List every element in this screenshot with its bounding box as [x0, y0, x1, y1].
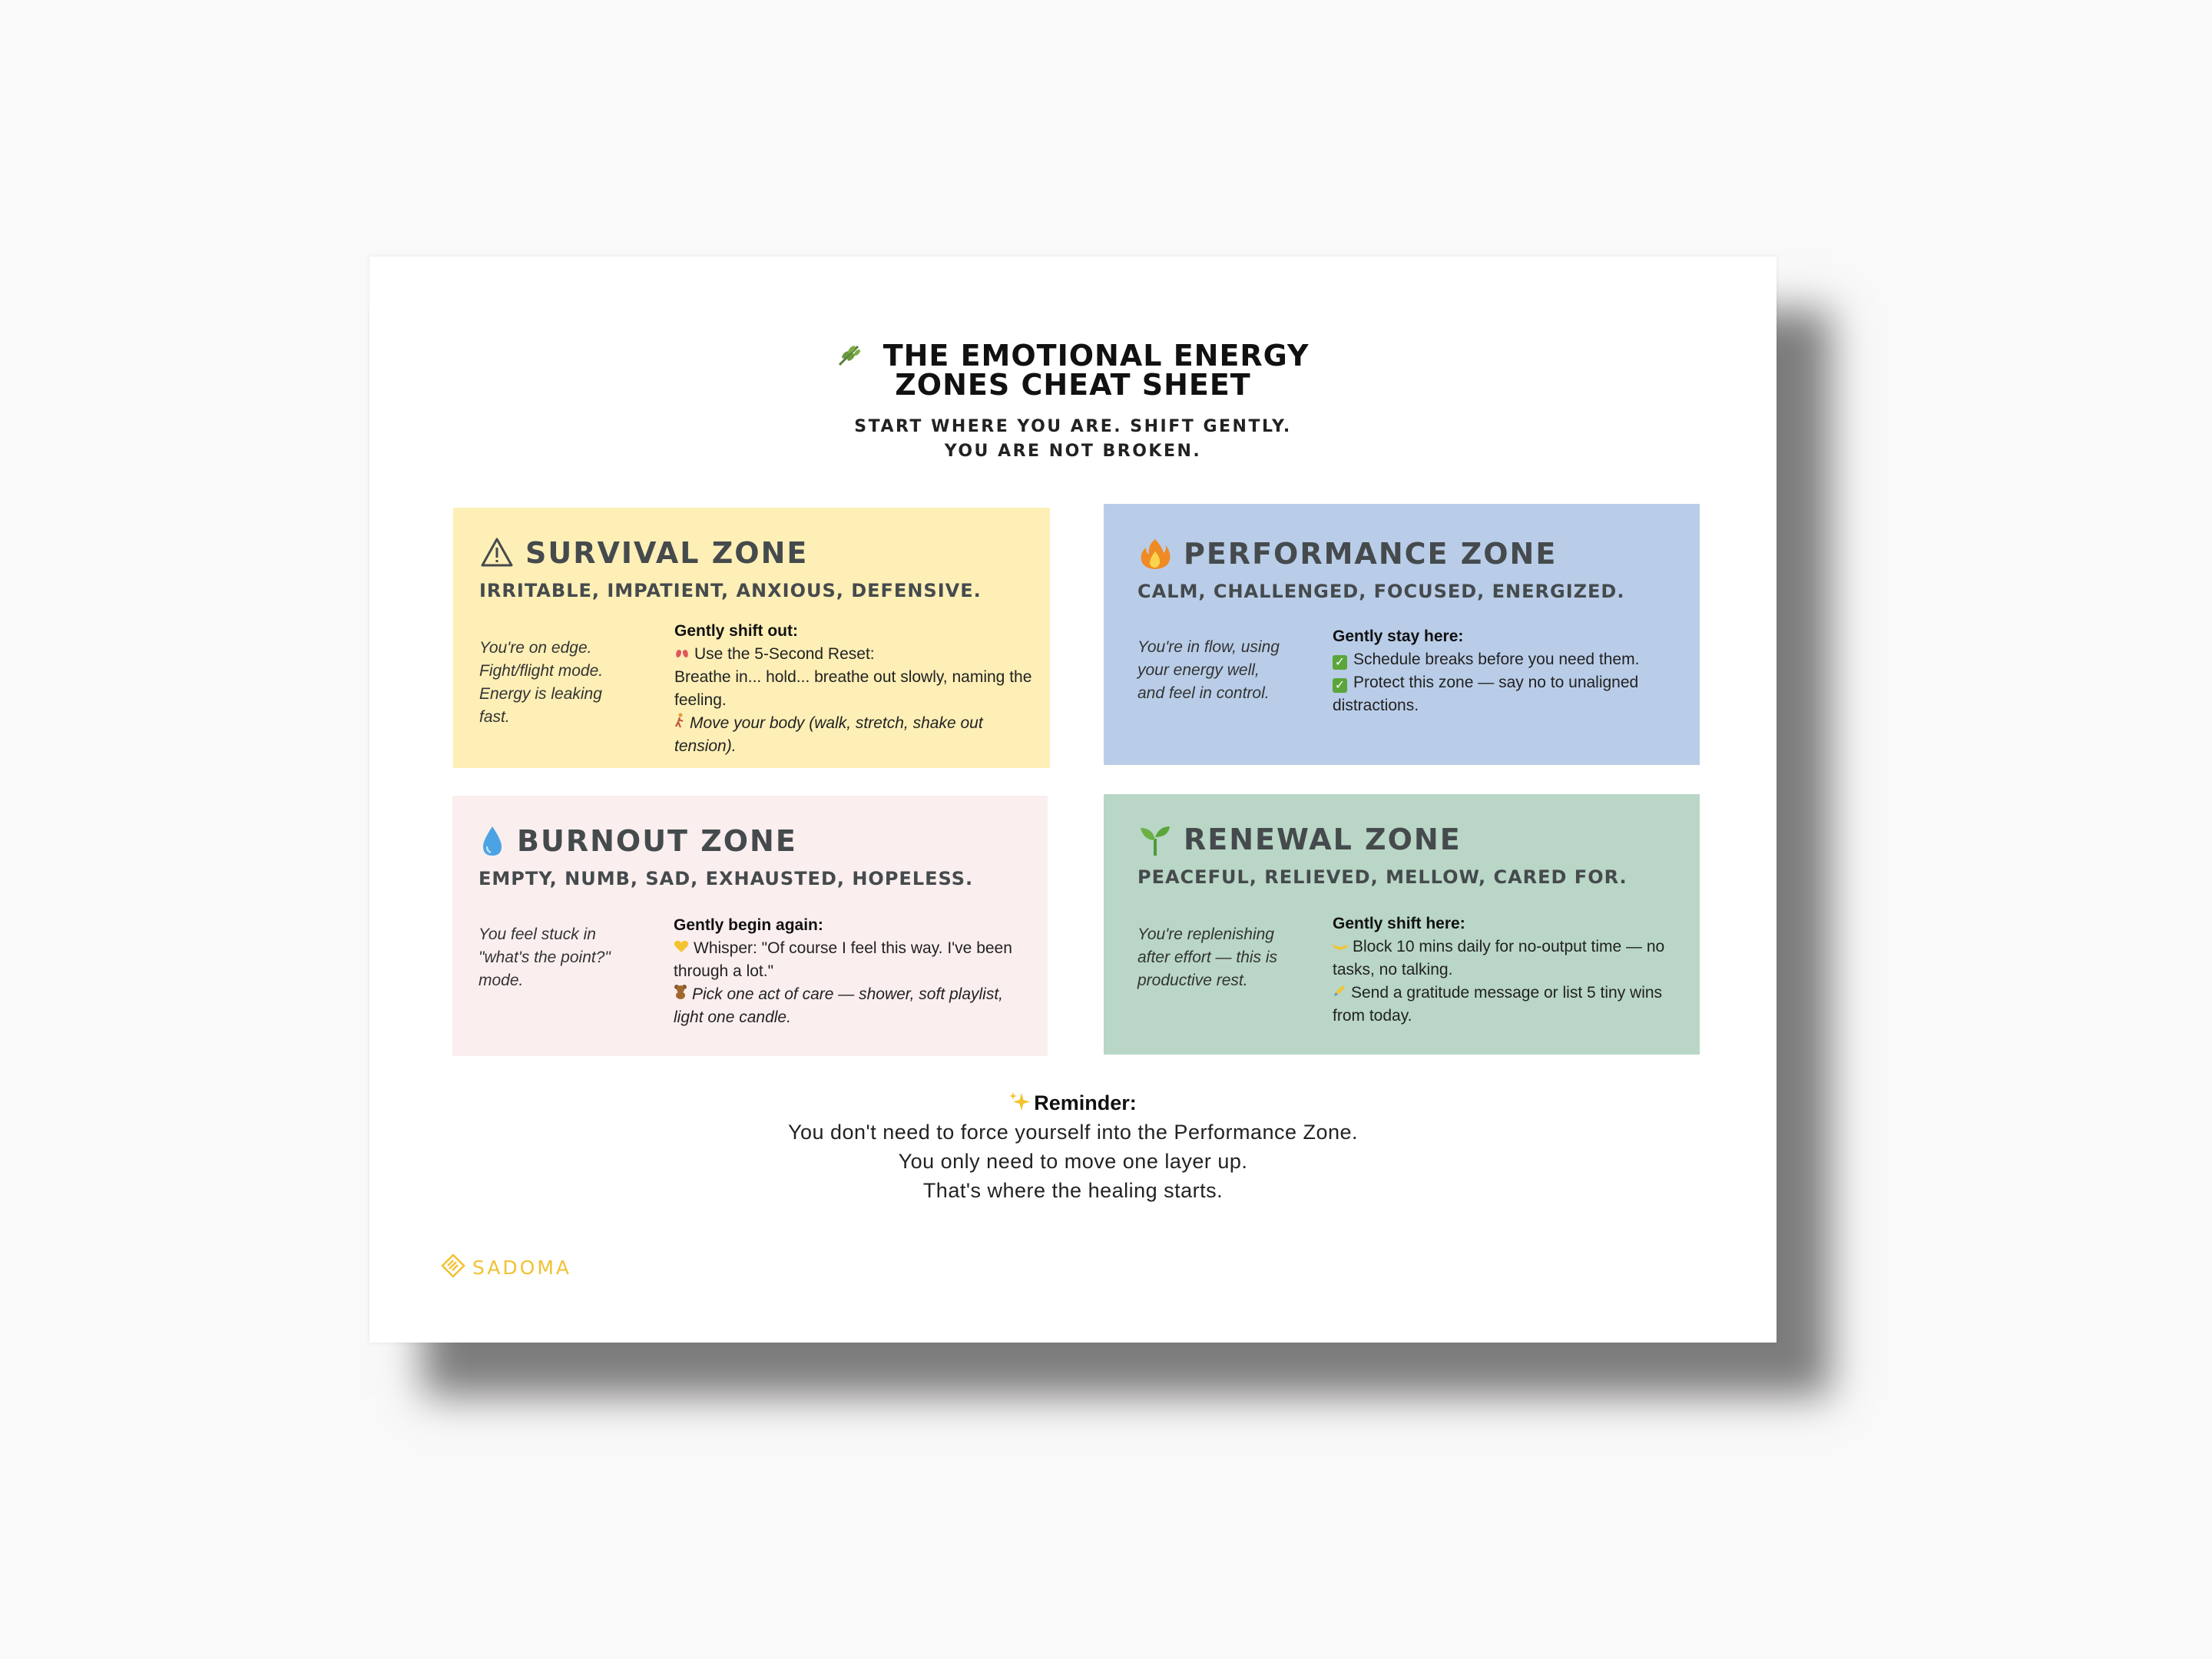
- sprig-icon: [836, 339, 873, 373]
- tips-heading: Gently stay here:: [1333, 628, 1464, 645]
- cheat-sheet-page: [369, 257, 1777, 1343]
- state-line: You feel stuck in: [478, 926, 596, 943]
- checkmark-icon: ✓: [1333, 655, 1347, 670]
- tip-text: Move your body (walk, stretch, shake out tension).: [674, 714, 983, 755]
- tip-text: Use the 5-Second Reset:: [694, 645, 875, 663]
- tip-text: Send a gratitude message or list 5 tiny wins from today.: [1333, 984, 1663, 1025]
- tip-text: Schedule breaks before you need them.: [1353, 651, 1640, 668]
- tip-item: [1333, 671, 1684, 717]
- state-line: productive rest.: [1137, 972, 1248, 989]
- performance-zone-title: PERFORMANCE ZONE: [1184, 537, 1558, 571]
- state-line: your energy well,: [1137, 661, 1260, 679]
- pencil-icon: [1333, 982, 1346, 1005]
- droplet-icon: [478, 823, 506, 859]
- subtitle-line-2: YOU ARE NOT BROKEN.: [944, 442, 1202, 461]
- reminder-line: You only need to move one layer up.: [898, 1150, 1248, 1173]
- tip-text: Pick one act of care — shower, soft playlist, light one candle.: [674, 985, 1004, 1026]
- seedling-icon: [1137, 822, 1173, 857]
- reminder-line: You don't need to force yourself into the Performance Zone.: [787, 1121, 1359, 1144]
- tip-item: [1333, 935, 1684, 982]
- state-line: You're in flow, using: [1137, 638, 1280, 656]
- tip-text: Whisper: "Of course I feel this way. I've been through a lot.": [674, 939, 1012, 980]
- title-line-1: THE EMOTIONAL ENERGY: [882, 339, 1310, 373]
- diamond-logo-icon: [440, 1253, 466, 1283]
- tip-item: [1333, 648, 1684, 671]
- state-line: "what's the point?": [478, 949, 611, 966]
- state-line: Fight/flight mode.: [479, 662, 604, 680]
- tip-item: [674, 937, 1032, 983]
- burnout-zone-card: [452, 796, 1048, 1056]
- burnout-zone-tips: [674, 914, 1032, 1029]
- reminder-heading: Reminder:: [1034, 1091, 1137, 1114]
- state-line: and feel in control.: [1137, 684, 1270, 702]
- lungs-icon: [674, 643, 690, 666]
- renewal-zone-state: [1137, 923, 1306, 992]
- performance-zone-moods: CALM, CHALLENGED, FOCUSED, ENERGIZED.: [1137, 581, 1625, 602]
- survival-zone-state: [479, 637, 641, 729]
- renewal-zone-moods: PEACEFUL, RELIEVED, MELLOW, CARED FOR.: [1137, 866, 1628, 888]
- sparkles-icon: [1009, 1091, 1034, 1114]
- brand-logo: [440, 1253, 571, 1283]
- performance-zone-card: [1104, 504, 1700, 765]
- state-line: fast.: [479, 708, 510, 726]
- reminder-line: That's where the healing starts.: [922, 1179, 1224, 1202]
- tips-heading: Gently shift here:: [1333, 915, 1465, 932]
- walking-icon: [674, 712, 685, 735]
- renewal-zone-title: RENEWAL ZONE: [1184, 823, 1462, 856]
- reminder-heading-row: [369, 1088, 1777, 1118]
- state-line: Energy is leaking: [479, 685, 602, 703]
- state-line: You're replenishing: [1137, 926, 1274, 943]
- page-title: [369, 339, 1777, 402]
- renewal-zone-card: [1104, 794, 1700, 1055]
- subtitle-line-1: START WHERE YOU ARE. SHIFT GENTLY.: [854, 417, 1292, 436]
- survival-zone-tips: [674, 620, 1035, 758]
- state-line: You're on edge.: [479, 639, 592, 657]
- tip-item: [1333, 982, 1684, 1028]
- survival-zone-title: SURVIVAL ZONE: [525, 536, 809, 570]
- performance-zone-tips: [1333, 625, 1684, 717]
- tip-text: Protect this zone — say no to unaligned distractions.: [1333, 674, 1639, 714]
- subtitle: [369, 415, 1777, 464]
- tip-item: [674, 643, 1035, 666]
- teddy-bear-icon: [674, 983, 687, 1006]
- burnout-zone-title: BURNOUT ZONE: [517, 824, 797, 858]
- tips-heading: Gently begin again:: [674, 916, 823, 934]
- tip-detail: Breathe in... hold... breathe out slowly, naming the feeling.: [674, 668, 1032, 709]
- state-line: after effort — this is: [1137, 949, 1278, 966]
- tips-heading: Gently shift out:: [674, 622, 798, 640]
- reminder-section: [369, 1088, 1777, 1205]
- yellow-heart-icon: [674, 937, 689, 960]
- checkmark-icon: ✓: [1333, 678, 1347, 693]
- performance-zone-state: [1137, 636, 1306, 705]
- tip-item: [674, 983, 1032, 1029]
- burnout-zone-moods: EMPTY, NUMB, SAD, EXHAUSTED, HOPELESS.: [478, 868, 974, 889]
- survival-zone-moods: IRRITABLE, IMPATIENT, ANXIOUS, DEFENSIVE.: [479, 580, 982, 601]
- renewal-zone-tips: [1333, 912, 1684, 1028]
- survival-zone-card: [453, 508, 1050, 768]
- burnout-zone-state: [478, 923, 640, 992]
- warning-icon: [479, 535, 515, 571]
- fire-icon: [1137, 536, 1173, 571]
- tip-text: Block 10 mins daily for no-output time — no tasks, no talking.: [1333, 938, 1665, 979]
- brand-name: SADOMA: [472, 1257, 572, 1279]
- state-line: mode.: [478, 972, 524, 989]
- title-line-2: ZONES CHEAT SHEET: [895, 368, 1251, 402]
- tip-item: [674, 712, 1035, 758]
- hands-icon: [1333, 935, 1348, 959]
